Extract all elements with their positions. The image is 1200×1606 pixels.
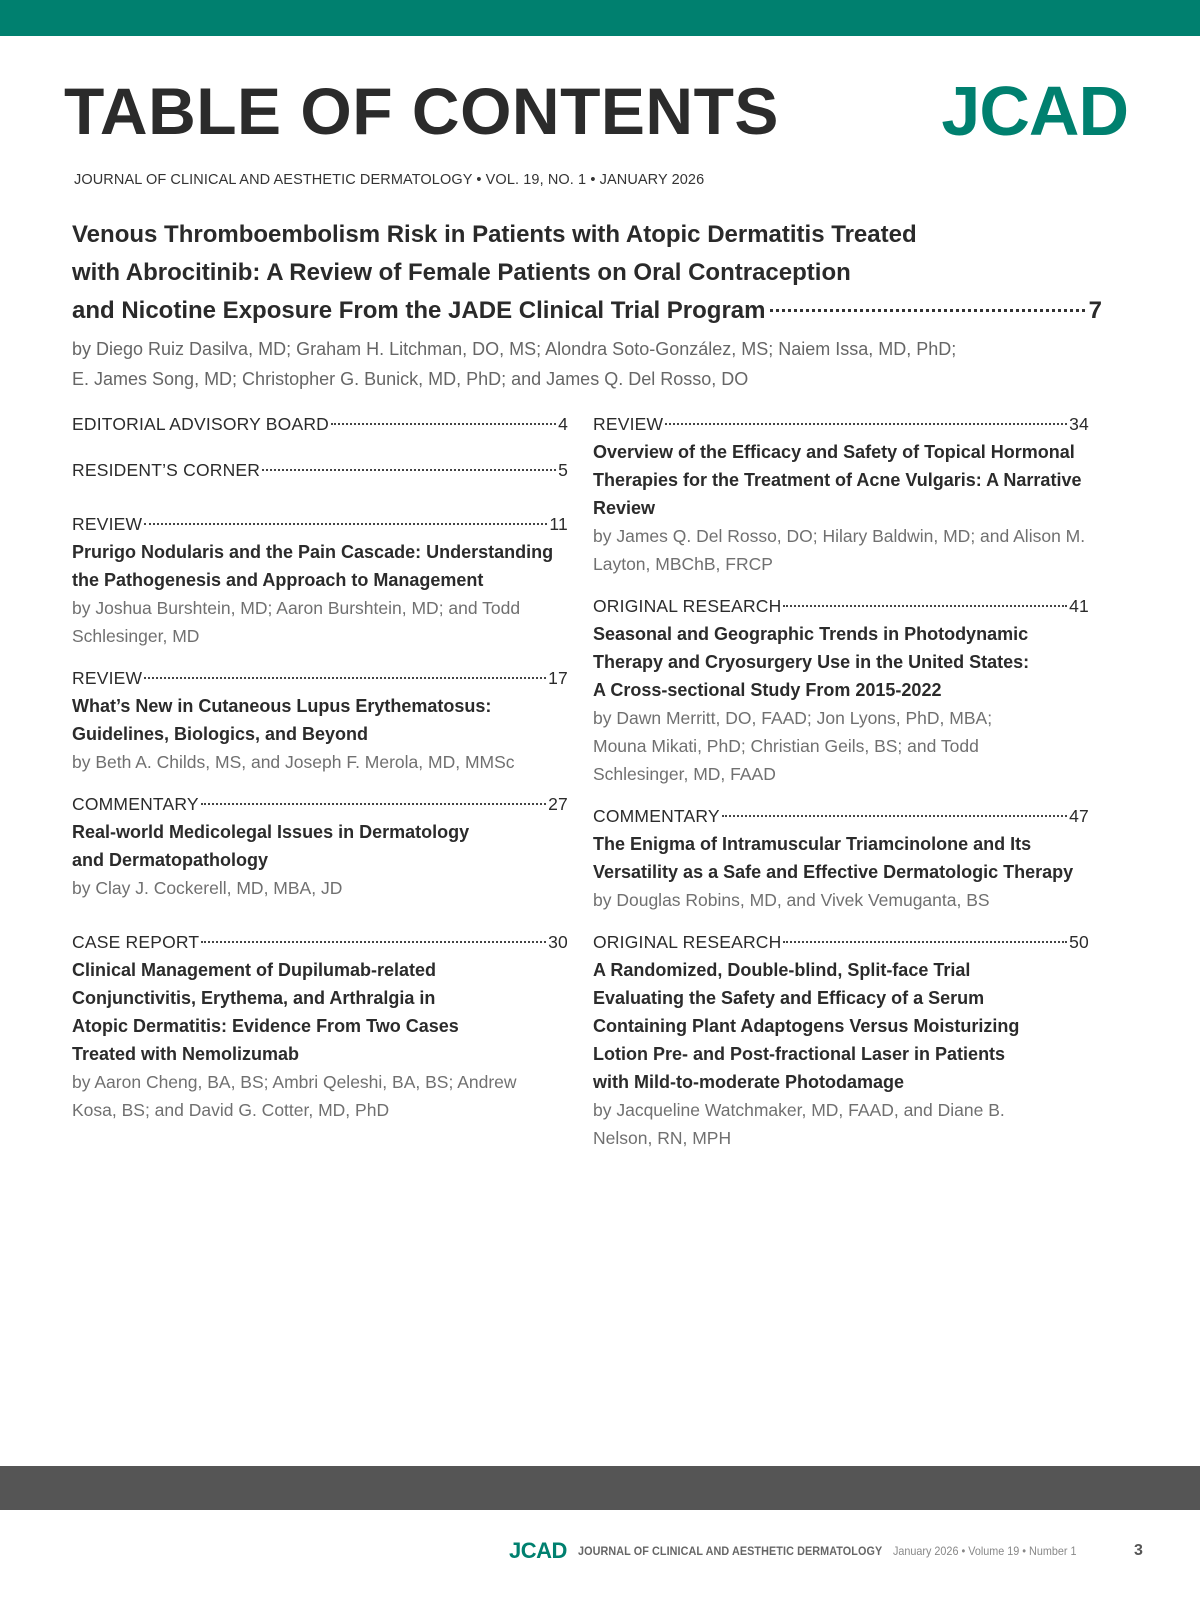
section-label: REVIEW [72, 514, 143, 534]
article-authors: by Clay J. Cockerell, MD, MBA, JD [72, 878, 343, 898]
dot-leader [201, 803, 546, 805]
article-authors: by Aaron Cheng, BA, BS; Ambri Qeleshi, BA, BS; Andrew Kosa, BS; and David G. Cotter, MD, PhD [72, 1072, 517, 1120]
article-title[interactable]: Clinical Management of Dupilumab-related Conjunctivitis, Erythema, and Arthralgia in Atopic Dermatitis: Evidence From Two Cases Treated with Nemolizumab [72, 960, 459, 1064]
bottom-gray-bar [0, 1466, 1200, 1510]
top-color-bar [0, 0, 1200, 36]
page-number: 50 [1069, 932, 1089, 952]
page-number: 4 [558, 414, 568, 434]
page-number: 11 [549, 514, 568, 534]
feature-page-number: 7 [1088, 297, 1102, 324]
page-footer [0, 1538, 1200, 1568]
dot-leader [783, 605, 1067, 607]
section-label: COMMENTARY [593, 806, 720, 826]
toc-entry[interactable] [593, 928, 1089, 1152]
feature-authors-line-2: E. James Song, MD; Christopher G. Bunick, MD, PhD; and James Q. Del Rosso, DO [72, 369, 749, 389]
article-authors: by Joshua Burshtein, MD; Aaron Burshtein, MD; and Todd Schlesinger, MD [72, 598, 521, 646]
dot-leader [201, 941, 546, 943]
article-title[interactable]: The Enigma of Intramuscular Triamcinolone and Its Versatility as a Safe and Effective Dermatologic Therapy [593, 834, 1074, 882]
toc-entry[interactable] [72, 510, 568, 650]
article-authors: by Douglas Robins, MD, and Vivek Vemuganta, BS [593, 890, 990, 910]
toc-entry[interactable] [593, 592, 1089, 788]
toc-entry[interactable] [593, 410, 1089, 578]
section-label: EDITORIAL ADVISORY BOARD [72, 414, 330, 434]
entry-header [72, 790, 568, 818]
feature-title[interactable] [72, 216, 1102, 330]
footer-journal-name: JOURNAL OF CLINICAL AND AESTHETIC DERMATOLOGY [578, 1544, 883, 1558]
section-label: ORIGINAL RESEARCH [593, 596, 782, 616]
jcad-logo: JCAD [941, 72, 1128, 150]
toc-entry[interactable] [593, 802, 1089, 914]
feature-title-line-2: with Abrocitinib: A Review of Female Patients on Oral Contraception [72, 259, 851, 286]
dot-leader [665, 423, 1067, 425]
page-number: 34 [1069, 414, 1089, 434]
section-label: REVIEW [593, 414, 664, 434]
article-title[interactable]: What’s New in Cutaneous Lupus Erythematosus: Guidelines, Biologics, and Beyond [72, 696, 492, 744]
dot-leader [144, 523, 547, 525]
section-label: REVIEW [72, 668, 143, 688]
article-title[interactable]: Prurigo Nodularis and the Pain Cascade: Understanding the Pathogenesis and Approach to Management [72, 542, 554, 590]
section-label: ORIGINAL RESEARCH [593, 932, 782, 952]
footer-jcad-logo: JCAD [509, 1538, 567, 1563]
page-number: 27 [548, 794, 568, 814]
page-number: 17 [548, 668, 568, 688]
toc-entry[interactable] [72, 664, 568, 776]
feature-title-line-1: Venous Thromboembolism Risk in Patients with Atopic Dermatitis Treated [72, 221, 917, 248]
dot-leader [331, 423, 556, 425]
article-authors: by Dawn Merritt, DO, FAAD; Jon Lyons, PhD, MBA; Mouna Mikati, PhD; Christian Geils, BS; and Todd Schlesinger, MD, FAAD [593, 708, 993, 784]
article-title[interactable]: A Randomized, Double-blind, Split-face Trial Evaluating the Safety and Efficacy of a Serum Containing Plant Adaptogens Versus Moisturizing Lotion Pre- and Post-fractional Laser in Patients with Mild-to-moderate Photodamage [593, 960, 1020, 1092]
section-label: CASE REPORT [72, 932, 200, 952]
dot-leader [144, 677, 546, 679]
entry-header [593, 410, 1089, 438]
entry-header [593, 592, 1089, 620]
page-number: 30 [548, 932, 568, 952]
right-column [593, 410, 1089, 1166]
entry-header [72, 456, 568, 484]
article-authors: by Beth A. Childs, MS, and Joseph F. Merola, MD, MMSc [72, 752, 515, 772]
page-number: 47 [1069, 806, 1089, 826]
article-title[interactable]: Real-world Medicolegal Issues in Dermatology and Dermatopathology [72, 822, 470, 870]
entry-header [593, 802, 1089, 830]
dot-leader [262, 469, 556, 471]
section-label: RESIDENT’S CORNER [72, 460, 261, 480]
toc-entry[interactable] [72, 410, 568, 438]
page-title: TABLE OF CONTENTS [64, 74, 779, 148]
feature-title-last-line [72, 292, 1102, 330]
article-title[interactable]: Seasonal and Geographic Trends in Photodynamic Therapy and Cryosurgery Use in the United States: A Cross-sectional Study From 2015-2022 [593, 624, 1030, 700]
issue-line: JOURNAL OF CLINICAL AND AESTHETIC DERMATOLOGY • VOL. 19, NO. 1 • JANUARY 2026 [74, 172, 705, 188]
feature-authors-line-1: by Diego Ruiz Dasilva, MD; Graham H. Litchman, DO, MS; Alondra Soto-González, MS; Naiem Issa, MD, PhD; [72, 339, 957, 359]
left-column [72, 410, 568, 1138]
toc-entry[interactable] [72, 790, 568, 902]
article-title[interactable]: Overview of the Efficacy and Safety of Topical Hormonal Therapies for the Treatment of Acne Vulgaris: A Narrative Review [593, 442, 1082, 518]
section-label: COMMENTARY [72, 794, 199, 814]
feature-article[interactable] [72, 216, 1102, 394]
toc-entry[interactable] [72, 928, 568, 1124]
entry-header [72, 664, 568, 692]
footer-issue-info: January 2026 • Volume 19 • Number 1 [893, 1544, 1077, 1558]
entry-header [593, 928, 1089, 956]
article-authors: by Jacqueline Watchmaker, MD, FAAD, and Diane B. Nelson, RN, MPH [593, 1100, 1005, 1148]
footer-page-number: 3 [1134, 1542, 1143, 1559]
page-number: 5 [558, 460, 568, 480]
entry-header [72, 510, 568, 538]
article-authors: by James Q. Del Rosso, DO; Hilary Baldwin, MD; and Alison M. Layton, MBChB, FRCP [593, 526, 1086, 574]
entry-header [72, 410, 568, 438]
dot-leader [770, 309, 1085, 312]
feature-title-line-3: and Nicotine Exposure From the JADE Clinical Trial Program [72, 297, 766, 324]
dot-leader [722, 815, 1067, 817]
toc-entry[interactable] [72, 456, 568, 484]
entry-header [72, 928, 568, 956]
feature-authors [72, 334, 972, 394]
dot-leader [783, 941, 1067, 943]
page-number: 41 [1069, 596, 1089, 616]
